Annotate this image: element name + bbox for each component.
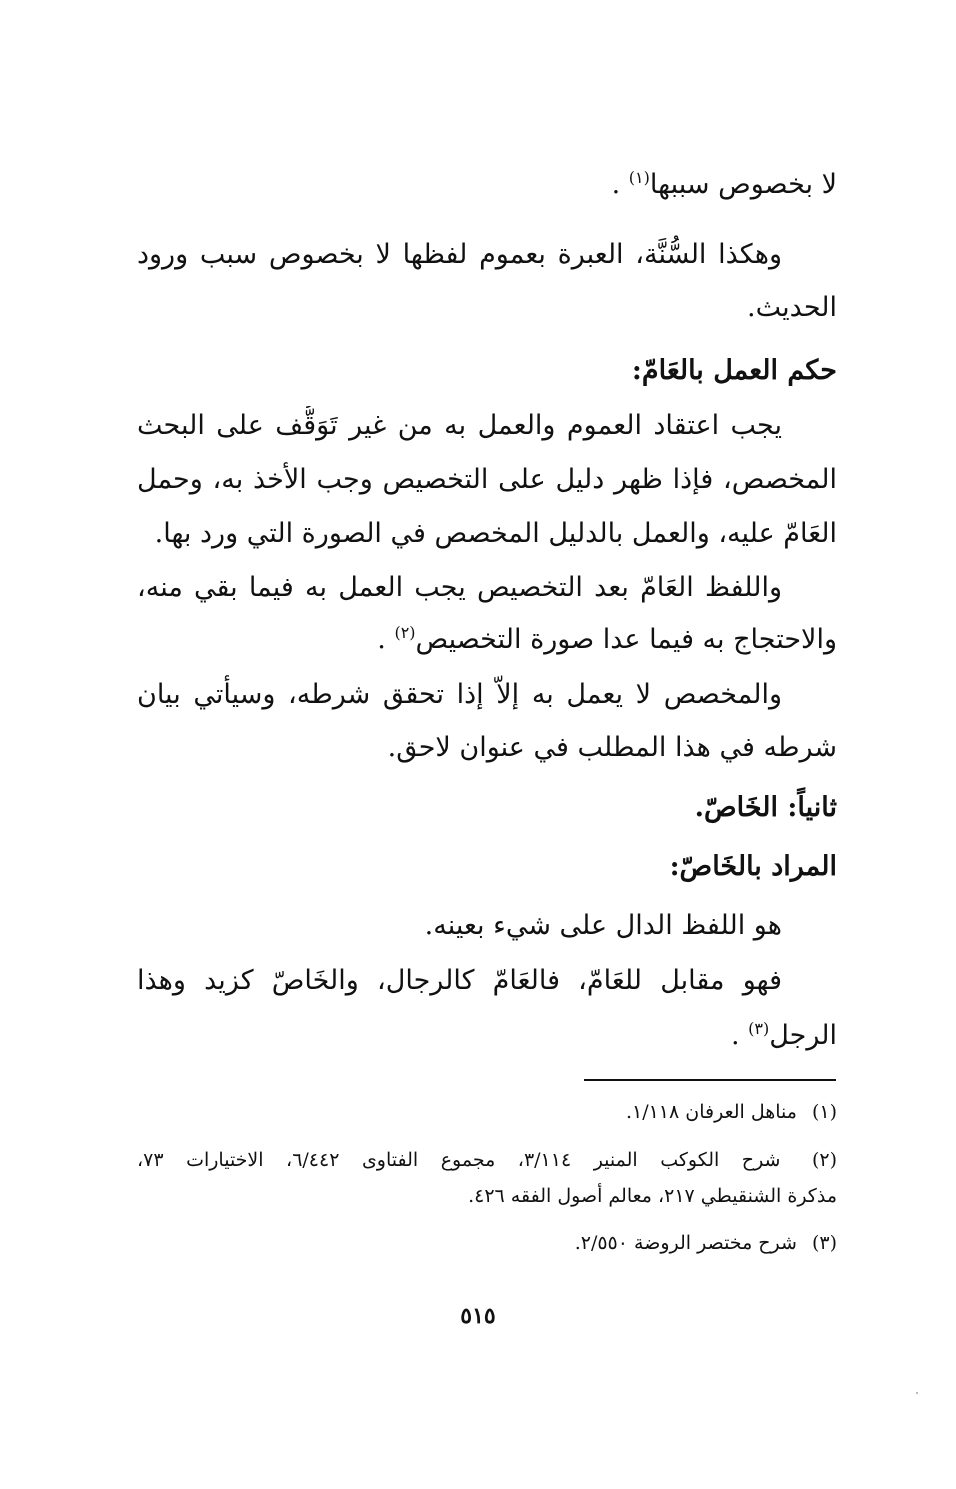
footnote-2-line-2: مذكرة الشنقيطي ٢١٧، معالم أصول الفقه ٤٢٦.: [468, 1185, 837, 1207]
footnote-separator: [584, 1079, 836, 1081]
continuation-period: .: [611, 169, 621, 200]
footnote-3: [137, 1228, 837, 1258]
footnote-2-line-1: [137, 1145, 837, 1175]
contrast-line-2: [137, 1016, 837, 1056]
contrast-line-1: فهو مقابل للعَامّ، فالعَامّ كالرجال، والخَاصّ كزيد وهذا: [137, 965, 782, 996]
after-specification-period: .: [377, 624, 386, 655]
heading-ruling: حكم العمل بالعَامّ:: [631, 355, 837, 386]
definition-line: هو اللفظ الدال على شيء بعينه.: [424, 910, 782, 941]
footnote-number-2: (٢): [811, 1149, 837, 1171]
sunnah-line-2: الحديث.: [747, 292, 837, 323]
continuation-text: لا بخصوص سببها: [649, 169, 837, 200]
footnote-1-text: مناهل العرفان ١/١١٨.: [625, 1101, 797, 1123]
sunnah-line-1: وهكذا السُّنَّة، العبرة بعموم لفظها لا بخصوص سبب ورود: [137, 239, 782, 270]
footnote-ref-2[interactable]: (٢): [394, 623, 416, 642]
footnote-ref-1[interactable]: (١): [628, 168, 650, 187]
footnote-number-3: (٣): [811, 1232, 837, 1254]
contrast-text: الرجل: [769, 1020, 837, 1051]
contrast-period: .: [730, 1020, 740, 1051]
continuation-line: [137, 165, 837, 205]
footnote-1: [137, 1097, 837, 1127]
after-specification-line-2: [137, 620, 837, 660]
heading-second-specific: ثانياً: الخَاصّ.: [694, 792, 837, 823]
mukhassas-line-1: والمخصص لا يعمل به إلاَّ إذا تحقق شرطه، وسيأتي بيان: [137, 679, 782, 710]
heading-meaning-specific: المراد بالخَاصّ:: [669, 851, 837, 882]
footnote-number-1: (١): [811, 1101, 837, 1123]
ruling-line-1: يجب اعتقاد العموم والعمل به من غير تَوَقُّف على البحث: [137, 410, 782, 441]
footnote-ref-3[interactable]: (٣): [748, 1019, 770, 1038]
page-number: ٥١٥: [460, 1303, 496, 1329]
footnote-3-text: شرح مختصر الروضة ٢/٥٥٠.: [574, 1232, 797, 1254]
scan-speck: [916, 1392, 918, 1394]
ruling-line-3: العَامّ عليه، والعمل بالدليل المخصص في الصورة التي ورد بها.: [154, 518, 837, 549]
after-specification-line-1: واللفظ العَامّ بعد التخصيص يجب العمل به فيما بقي منه،: [137, 572, 782, 603]
ruling-line-2: المخصص، فإذا ظهر دليل على التخصيص وجب الأخذ به، وحمل: [137, 464, 837, 495]
after-specification-text: والاحتجاج به فيما عدا صورة التخصيص: [415, 624, 837, 655]
footnote-2-text-1: شرح الكوكب المنير ٣/١١٤، مجموع الفتاوى ٦/٤٤٢، الاختيارات ٧٣،: [137, 1149, 781, 1171]
mukhassas-line-2: شرطه في هذا المطلب في عنوان لاحق.: [387, 732, 837, 763]
